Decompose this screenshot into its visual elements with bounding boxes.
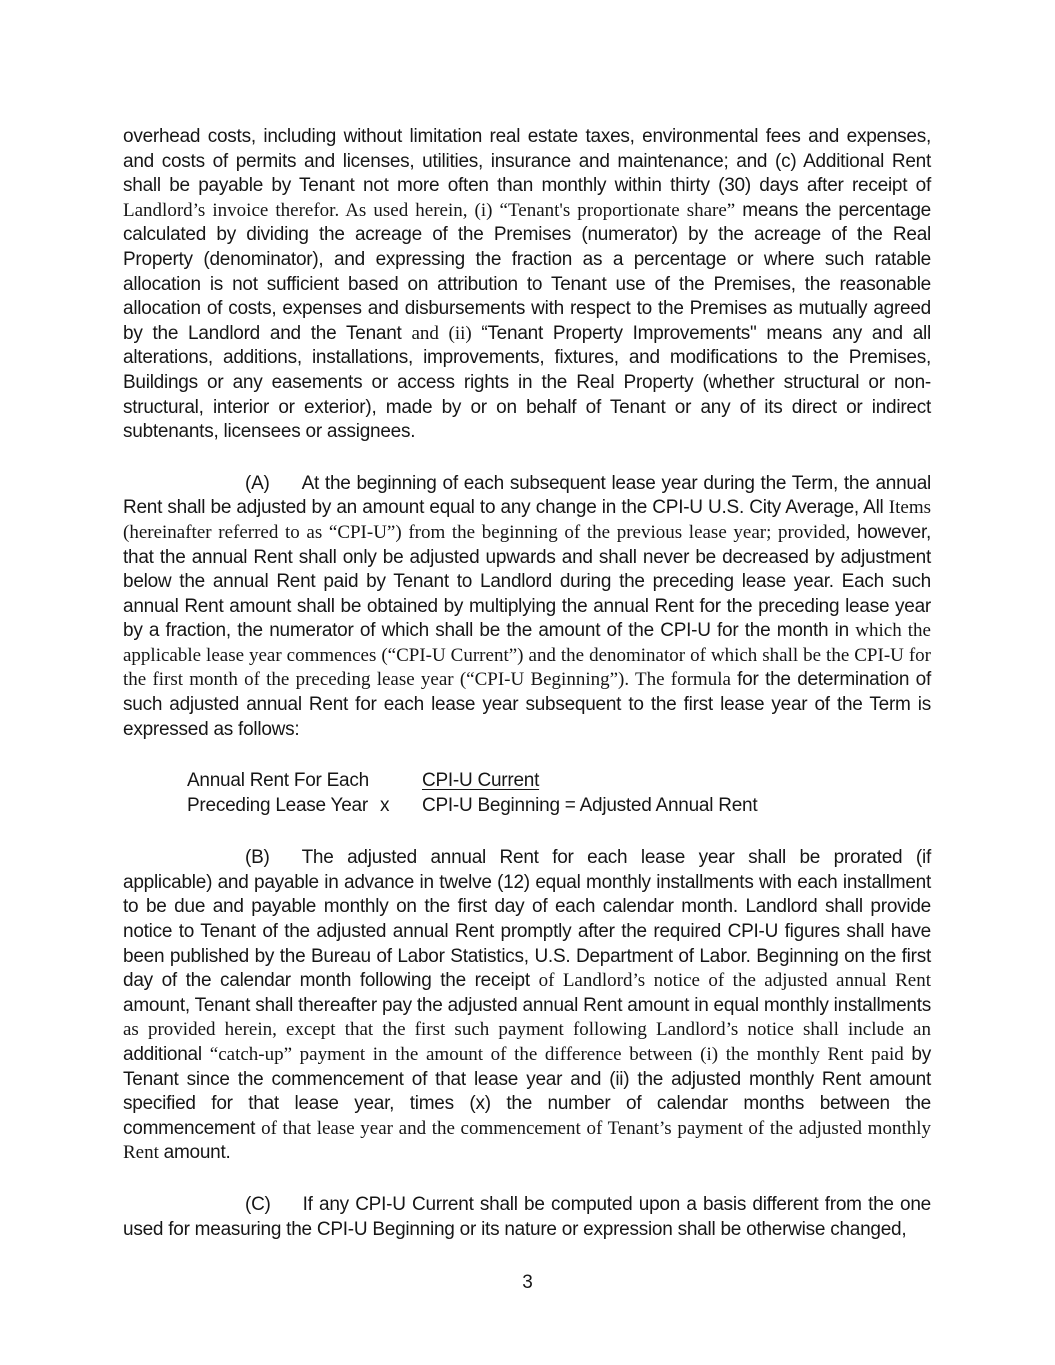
text-segment: additional [123, 1044, 210, 1065]
text-segment: amount, Tenant shall thereafter pay the adjusted annual Rent amount in equal monthly installments [123, 994, 931, 1016]
formula-line-2 [123, 794, 931, 819]
paragraph-c-cpi-change [123, 1193, 931, 1242]
formula-block [123, 769, 931, 819]
text-segment: for the determination of such adjusted annual Rent for each lease year subsequent to the first lease year of the Term is expressed as follows: [123, 669, 931, 740]
text-segment: of that lease year and the commencement of Tenant’s payment of the adjusted monthly Rent [123, 1117, 932, 1164]
text-segment: Items (hereinafter referred to as “CPI-U”) from the beginning of the previous lease year; provided, [123, 497, 931, 543]
paragraph-overhead-costs [123, 125, 931, 445]
formula-multiply-operator: x [380, 794, 390, 816]
paragraph-label: (C) [245, 1193, 271, 1215]
formula-line-1 [123, 769, 931, 794]
text-segment: means the percentage calculated by dividing the acreage of the Premises (numerator) by the acreage of the Real Property (denominator), and expressing the fraction as a percentage or where such ratable allocation is not sufficient based on attribution to Tenant use of the Premises, the reasonable allocation of costs, expenses and disbursements with respect to the Premises as mutually agreed by the Landlord and the Tenant [123, 199, 931, 344]
formula-cpi-beginning-denominator: CPI-U Beginning = Adjusted Annual Rent [422, 794, 758, 816]
text-segment: Landlord’s invoice therefor. As used herein, (i) “Tenant's proportionate share” [123, 199, 743, 221]
formula-preceding-lease-year-label: Preceding Lease Year [187, 794, 368, 816]
paragraph-a-cpi-adjustment [123, 472, 931, 743]
text-segment: The adjusted annual Rent for each lease year shall be prorated (if applicable) and payable in advance in twelve (12) equal monthly installments with each installment to be due and payable monthly on the first day of each calendar month. Landlord shall provide notice to Tenant of the adjusted annual Rent promptly after the required CPI-U figures shall have been published by the Bureau of Labor Statistics, U.S. Department of Labor. Beginning on the first day of the calendar month following the receipt [123, 847, 931, 992]
page-content [123, 125, 931, 1269]
text-segment: overhead costs, including without limitation real estate taxes, environmental fees and expenses, and costs of permits and licenses, utilities, insurance and maintenance; and (c) Additional Rent shall be payable by Tenant not more often than monthly within thirty (30) days after receipt of [123, 126, 931, 197]
text-segment: by Tenant since the commencement of that lease year and (ii) the adjusted monthly Rent amount specified for that lease year, times (x) the number of calendar months between the commencement [123, 1044, 931, 1139]
paragraph-label: (B) [245, 847, 270, 869]
text-segment: amount. [163, 1142, 231, 1164]
paragraph-label: (A) [245, 472, 270, 494]
text-segment: If any CPI-U Current shall be computed upon a basis different from the one used for measuring the CPI-U Beginning or its nature or expression shall be otherwise changed, [123, 1193, 931, 1240]
text-segment: as provided herein, except that the first such payment following Landlord’s notice shall include an [123, 1019, 931, 1041]
text-segment: of Landlord’s notice of the adjusted annual Rent [538, 970, 931, 992]
formula-annual-rent-label: Annual Rent For Each [187, 770, 369, 792]
formula-cpi-current-numerator: CPI-U Current [422, 770, 540, 792]
paragraph-b-installments [123, 846, 931, 1166]
page-number: 3 [522, 1272, 533, 1293]
text-segment: “Tenant Property Improvements" means any and all alterations, additions, installations, improvements, fixtures, and modifications to the Premises, Buildings or any easements or access rights in the Real Property (whether structural or non-structural, interior or exterior), made by or on behalf of Tenant or any of its direct or indirect subtenants, licensees or assignees. [123, 322, 931, 443]
text-segment: however, that the annual Rent shall only be adjusted upwards and shall never be decreased by adjustment below the annual Rent paid by Tenant to Landlord during the preceding lease year. Each such annual Rent amount shall be obtained by multiplying the annual Rent for the preceding lease year by a fraction, the numerator of which shall be the amount of the CPI-U for the month in [123, 521, 931, 642]
text-segment: which the applicable lease year commences (“CPI-U Current”) and the denominator of which shall be the CPI-U for the first month of the preceding lease year (“CPI-U Beginning”). The formula [123, 620, 931, 691]
text-segment: and (ii) [411, 322, 482, 344]
text-segment: “catch-up” payment in the amount of the difference between (i) the monthly Rent paid [209, 1044, 912, 1065]
text-segment: At the beginning of each subsequent lease year during the Term, the annual Rent shall be adjusted by an amount equal to any change in the CPI-U U.S. City Average, All [123, 472, 931, 519]
